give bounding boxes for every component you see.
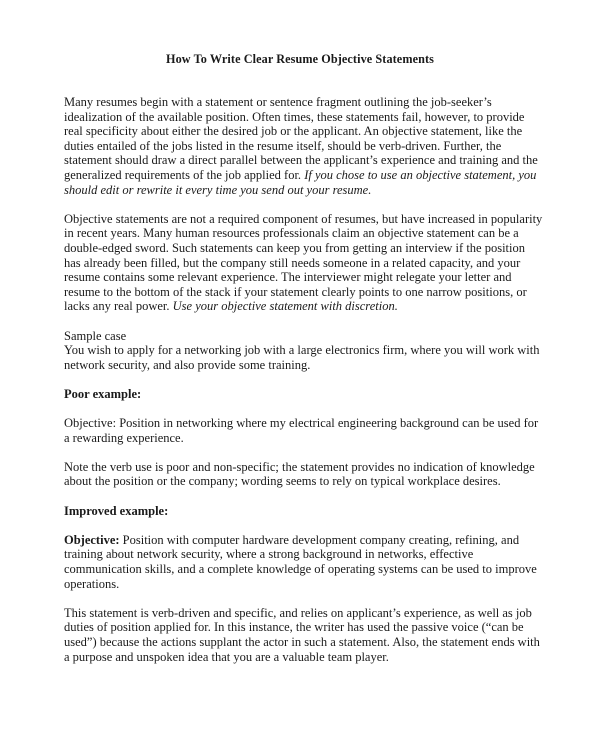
sample-case-text: You wish to apply for a networking job with a large electronics firm, where you will work with network security, and also provide some training. <box>64 343 540 372</box>
objective-statements-paragraph <box>64 212 544 314</box>
objective-statements-text: Objective statements are not a required component of resumes, but have increased in popularity in recent years. Many human resources professionals claim an objective statement can be a double-edged sword. Such statements can keep you from getting an interview if the position has already been filled, but the company still needs someone in a related capacity, and your resume contains some relevant experience. The interviewer might relegate your letter and resume to the bottom of the stack if your statement clearly points to one narrow positions, or lacks any real power. <box>64 211 543 314</box>
document-body <box>64 95 544 664</box>
poor-example-note: Note the verb use is poor and non-specific; the statement provides no indication of knowledge about the position or the company; wording seems to rely on typical workplace desires. <box>64 459 535 489</box>
improved-objective-text: Position with computer hardware development company creating, refining, and training about network security, where a strong background in networks, effective communication skills, and a complete knowledge of operating systems can be used to improve operations. <box>64 532 537 591</box>
improved-example-objective <box>64 533 544 591</box>
document-title: How To Write Clear Resume Objective Statements <box>166 52 434 66</box>
improved-example-heading: Improved example: <box>64 503 169 518</box>
objective-statements-italic-text: Use your objective statement with discretion. <box>172 299 398 314</box>
improved-objective-label: Objective: <box>64 532 120 547</box>
improved-example-note: This statement is verb-driven and specific, and relies on applicant’s experience, as well as job duties of position applied for. In this instance, the writer has used the passive voice (“can be used”) because the actions supplant the actor in such a statement. Also, the statement ends with a purpose and unspoken idea that you are a valuable team player. <box>64 605 540 664</box>
poor-example-heading: Poor example: <box>64 386 142 401</box>
sample-case-heading: Sample case <box>64 328 127 343</box>
intro-text: Many resumes begin with a statement or sentence fragment outlining the job-seeker’s idealization of the available position. Often times, these statements fail, however, to provide real specificity about either the desired job or the applicant. An objective statement, like the duties entailed of the jobs listed in the resume itself, should be verb-driven. Further, the statement should draw a direct parallel between the applicant’s experience and training and the generalized requirements of the job applied for. <box>64 95 538 182</box>
poor-example-objective: Objective: Position in networking where my electrical engineering background can be used for a rewarding experience. <box>64 416 539 445</box>
intro-paragraph <box>64 95 544 197</box>
intro-italic-text: If you chose to use an objective statement, you should edit or rewrite it every time you send out your resume. <box>64 167 537 197</box>
